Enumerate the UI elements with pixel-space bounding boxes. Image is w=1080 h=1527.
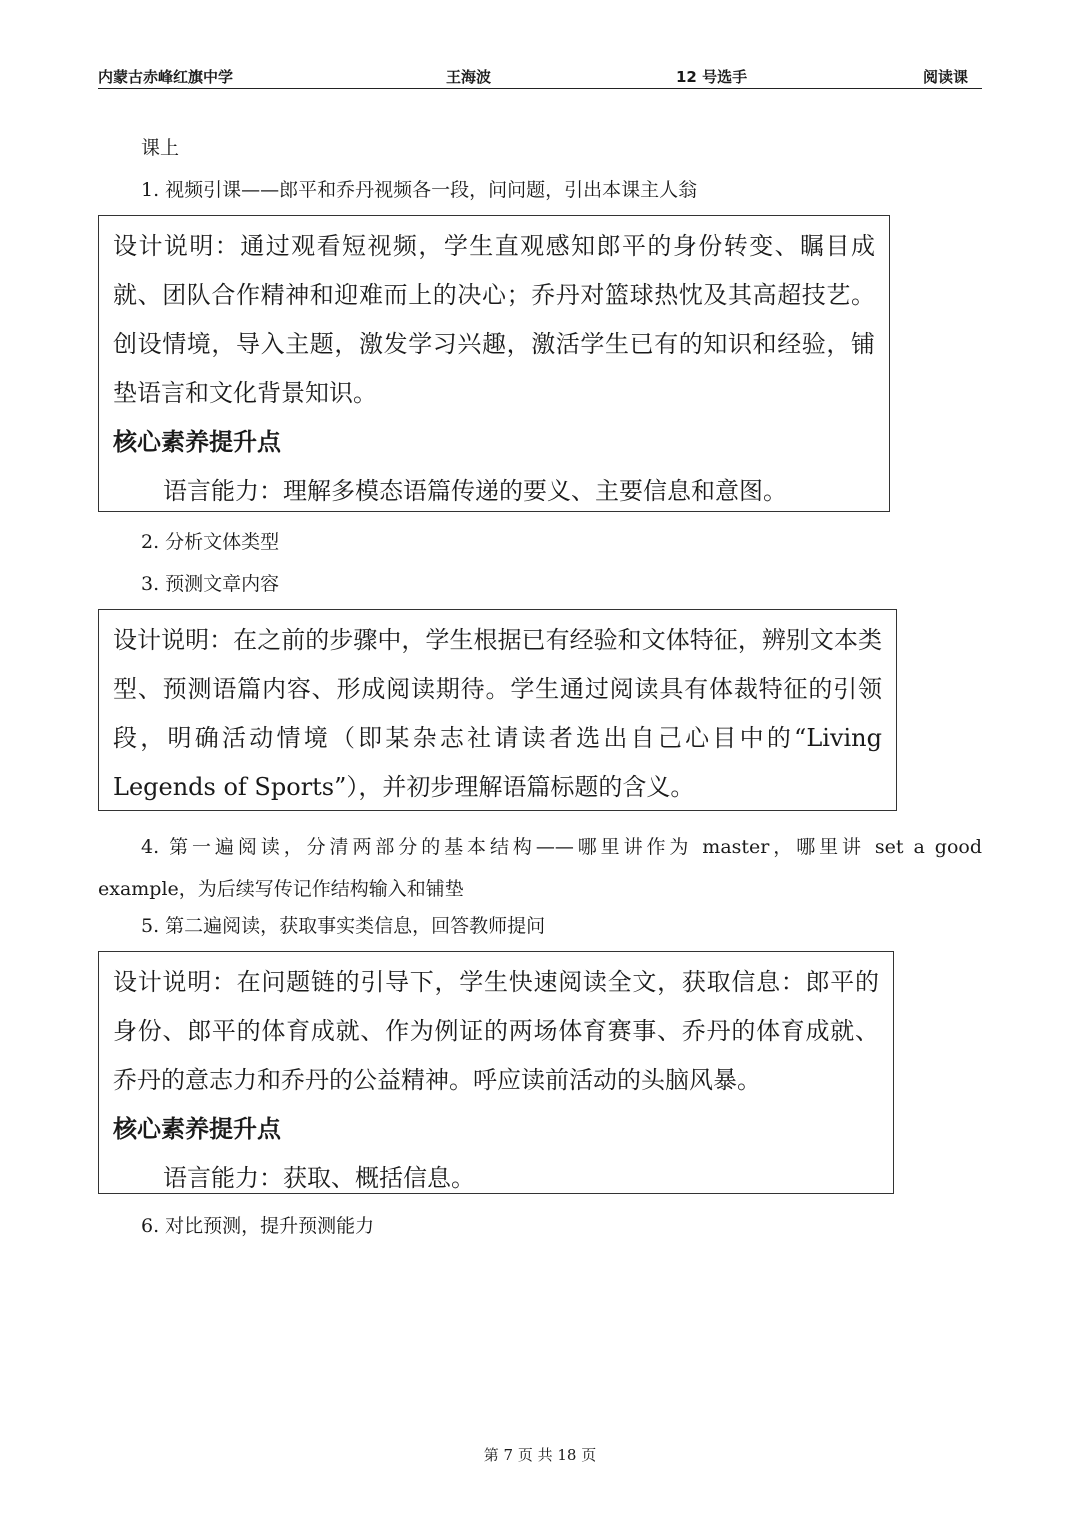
header-lesson-type: 阅读课 [922,68,968,86]
step-4 [98,826,982,910]
step-2: 2. 分析文体类型 [141,531,280,553]
design-note-2: 设计说明：在之前的步骤中，学生根据已有经验和文体特征，辨别文本类型、预测语篇内容、形成阅读期待。学生通过阅读具有体裁特征的引领段，明确活动情境（即某杂志社请读者选出自己心目中的“Living Legends of Sports”），并初步理解语篇标题的含义。 [113,626,882,801]
page-footer: 第 7 页 共 18 页 [483,1446,597,1464]
design-box-2 [98,609,897,811]
step-4-line-1: 4. 第一遍阅读，分清两部分的基本结构——哪里讲作为 master，哪里讲 set a good [141,836,982,858]
step-6: 6. 对比预测，提升预测能力 [141,1215,375,1237]
header-teacher: 王海波 [446,68,492,86]
step-4-line-2: example，为后续写传记作结构输入和铺垫 [98,878,464,900]
step-1: 1. 视频引课——郎平和乔丹视频各一段，问问题，引出本课主人翁 [141,179,698,201]
core-heading-3: 核心素养提升点 [113,1115,281,1143]
design-note-1: 设计说明：通过观看短视频，学生直观感知郎平的身份转变、瞩目成就、团队合作精神和迎难而上的决心；乔丹对篮球热忱及其高超技艺。创设情境，导入主题，激发学习兴趣，激活学生已有的知识和经验，铺垫语言和文化背景知识。 [113,232,875,407]
page-header [98,64,982,89]
header-contestant: 12 号选手 [676,68,748,86]
section-title: 课上 [141,137,180,159]
design-note-3: 设计说明：在问题链的引导下，学生快速阅读全文，获取信息：郎平的身份、郎平的体育成就、作为例证的两场体育赛事、乔丹的体育成就、乔丹的意志力和乔丹的公益精神。呼应读前活动的头脑风暴。 [113,968,879,1094]
core-heading-1: 核心素养提升点 [113,428,281,456]
step-3: 3. 预测文章内容 [141,573,280,595]
core-text-3: 语言能力：获取、概括信息。 [163,1164,475,1192]
step-5: 5. 第二遍阅读，获取事实类信息，回答教师提问 [141,915,546,937]
design-box-3 [98,951,894,1194]
design-box-1 [98,215,890,512]
core-text-1: 语言能力：理解多模态语篇传递的要义、主要信息和意图。 [163,477,787,505]
header-school: 内蒙古赤峰红旗中学 [98,68,234,86]
